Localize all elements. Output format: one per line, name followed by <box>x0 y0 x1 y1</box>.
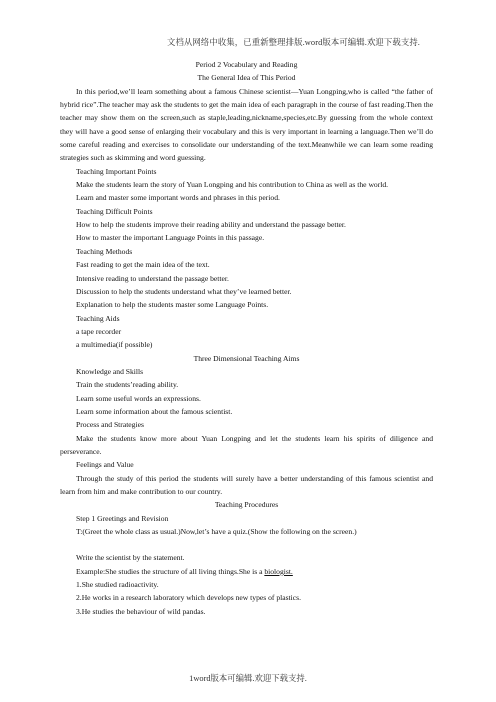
teaching-method-1: Fast reading to get the main idea of the text. <box>76 260 210 270</box>
teaching-aids-heading: Teaching Aids <box>76 313 120 323</box>
quiz-item-3: 3.He studies the behaviour of wild pandas. <box>76 606 206 616</box>
quiz-item-2: 2.He works in a research laboratory which develops new types of plastics. <box>76 593 302 603</box>
important-point-1: Make the students learn the story of Yuan Longping and his contribution to China as well as the world. <box>76 180 389 190</box>
quiz-item-1: 1.She studied radioactivity. <box>76 580 159 590</box>
general-idea-paragraph: In this period,we’ll learn something about a famous Chinese scientist—Yuan Longping,who is called “the father of hybrid rice”.The teacher may ask the students to get the main idea of each paragraph in the course of fast reading.Then the teacher may show them on the screen,such as staple,leading,nickname,species,etc.By guessing from the whole context they will have a good sense of enlarging their vocabulary and this is very important in learning a language.Then we’ll do some careful reading and exercises to consolidate our understanding of the text.Meanwhile we can learn some reading strategies such as skimming and word guessing. <box>60 86 433 163</box>
teacher-line-1: T:(Greet the whole class as usual.)Now,let’s have a quiz.(Show the following on the screen.) <box>76 527 357 537</box>
difficult-point-1: How to help the students improve their reading ability and understand the passage better. <box>76 220 346 230</box>
knowledge-skill-2: Learn some useful words an expressions. <box>76 393 201 403</box>
process-strategies-heading: Process and Strategies <box>76 420 144 430</box>
procedures-heading: Teaching Procedures <box>214 500 279 510</box>
blank-line <box>60 538 433 551</box>
difficult-point-2: How to master the important Language Points in this passage. <box>76 233 265 243</box>
step-1-heading: Step 1 Greetings and Revision <box>76 513 169 523</box>
document-body <box>60 58 433 618</box>
teaching-method-2: Intensive reading to understand the passage better. <box>76 273 229 283</box>
footer-note: 1word版本可编辑.欢迎下载支持. <box>189 674 307 683</box>
general-idea-heading: The General Idea of This Period <box>197 73 296 83</box>
teaching-method-4: Explanation to help the students master some Language Points. <box>76 300 269 310</box>
teaching-method-3: Discussion to help the students understand what they’ve learned better. <box>76 286 292 296</box>
period-title: Period 2 Vocabulary and Reading <box>195 60 298 69</box>
header-note: 文档从网络中收集，已重新整理排版.word版本可编辑.欢迎下载支持. <box>166 38 420 47</box>
teaching-difficult-points-heading: Teaching Difficult Points <box>76 206 153 216</box>
feelings-value-heading: Feelings and Value <box>76 460 134 470</box>
quiz-example-answer: biologist. <box>264 566 293 576</box>
teaching-aid-2: a multimedia(if possible) <box>76 340 153 350</box>
aims-heading: Three Dimensional Teaching Aims <box>193 353 300 363</box>
process-strategy-1: Make the students know more about Yuan Longping and let the students learn his spirits of diligence and perseverance. <box>60 433 433 456</box>
feelings-value-1: Through the study of this period the students will surely have a better understanding of this famous scientist and learn from him and make contribution to our country. <box>60 473 433 496</box>
knowledge-skills-heading: Knowledge and Skills <box>76 366 144 376</box>
knowledge-skill-3: Learn some information about the famous scientist. <box>76 406 233 416</box>
teaching-aid-1: a tape recorder <box>76 326 122 336</box>
teaching-important-points-heading: Teaching Important Points <box>76 166 157 176</box>
quiz-example <box>60 565 433 578</box>
quiz-example-text: Example:She studies the structure of all living things.She is a <box>76 566 265 576</box>
teaching-methods-heading: Teaching Methods <box>76 246 133 256</box>
important-point-2: Learn and master some important words and phrases in this period. <box>76 193 280 203</box>
knowledge-skill-1: Train the students’reading ability. <box>76 380 179 390</box>
quiz-instruction: Write the scientist by the statement. <box>76 553 185 563</box>
